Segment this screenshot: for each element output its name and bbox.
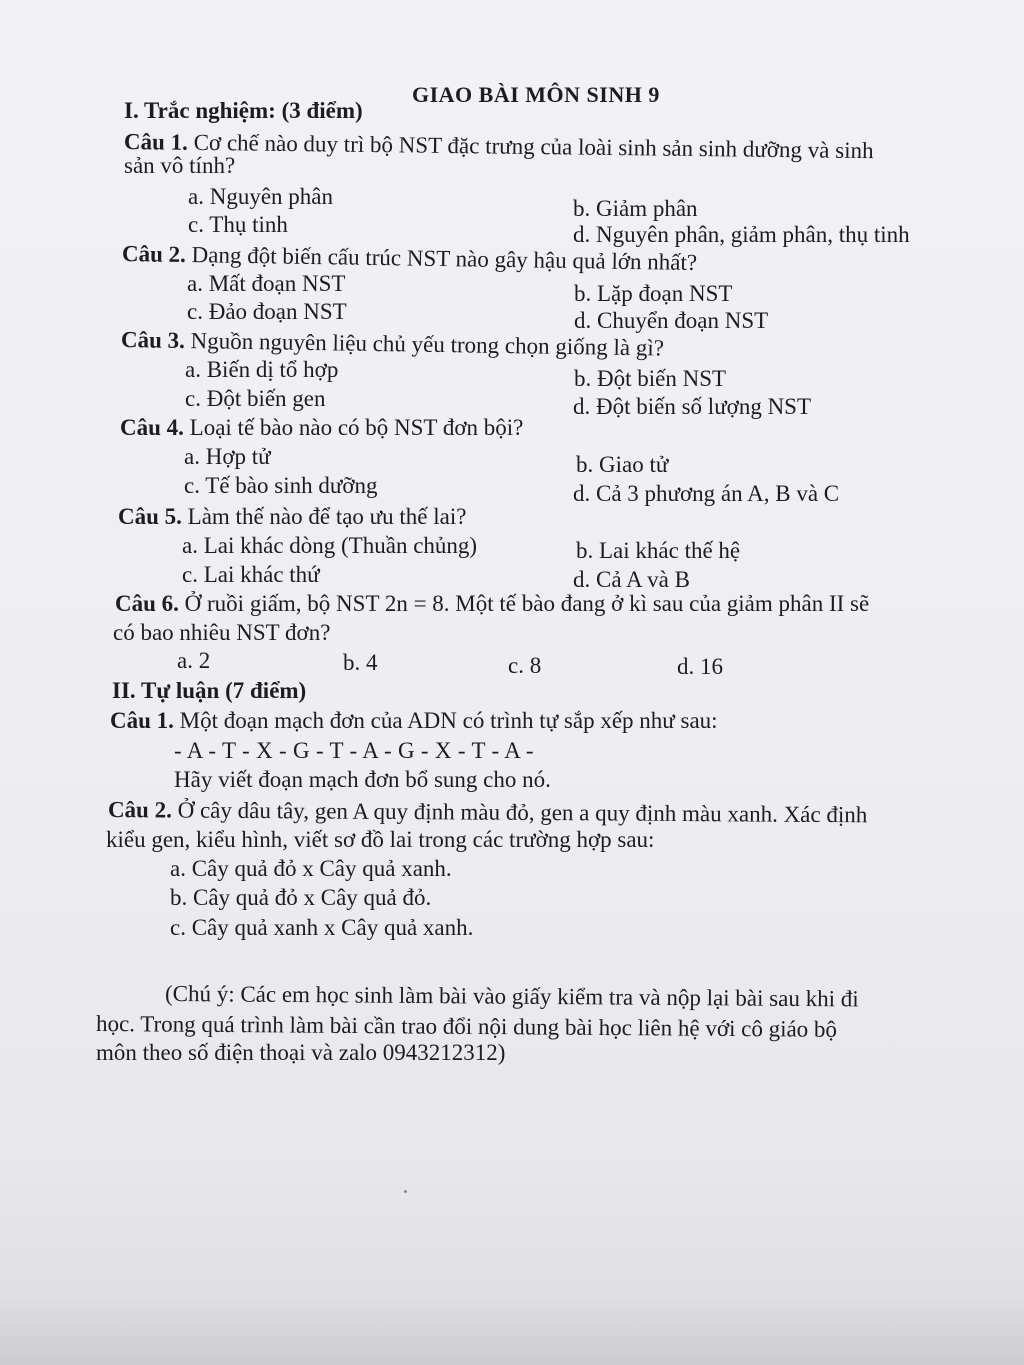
question-1 [124,128,874,165]
question-4-text: Loại tế bào nào có bộ NST đơn bội? [189,415,524,440]
question-4-option-d: d. Cả 3 phương án A, B và C [573,481,840,506]
essay-question-2-label: Câu 2. [107,797,172,823]
essay-question-2-case-c: c. Cây quả xanh x Cây quả xanh. [170,915,474,940]
question-5-option-d: d. Cả A và B [573,567,690,592]
essay-question-2 [108,796,867,829]
part1-heading: I. Trắc nghiệm: (3 điểm) [124,98,363,123]
question-6-option-a: a. 2 [177,648,211,673]
question-1-text-cont: sản vô tính? [124,153,236,178]
question-1-text: Cơ chế nào duy trì bộ NST đặc trưng của loài sinh sản sinh dưỡng và sinh [193,129,874,164]
essay-question-2-text: Ở cây dâu tây, gen A quy định màu đỏ, gen a quy định màu xanh. Xác định [177,797,868,828]
note-line-3: môn theo số điện thoại và zalo 0943212312) [96,1040,506,1065]
question-2-option-b: b. Lặp đoạn NST [574,281,733,306]
question-5-option-a: a. Lai khác dòng (Thuần chủng) [182,533,478,558]
question-6-option-c: c. 8 [508,653,542,678]
question-2-option-a: a. Mất đoạn NST [187,271,346,296]
question-1-label: Câu 1. [123,129,189,155]
question-1-option-c: c. Thụ tinh [188,212,288,237]
question-2-option-c: c. Đảo đoạn NST [187,299,347,324]
question-2-label: Câu 2. [121,241,187,268]
question-5-option-c: c. Lai khác thứ [182,562,320,587]
question-5-option-b: b. Lai khác thế hệ [576,538,741,563]
essay-question-1-text: Một đoạn mạch đơn của ADN có trình tự sắp xếp như sau: [179,708,718,733]
question-3-option-b: b. Đột biến NST [574,366,727,391]
question-1-option-b: b. Giảm phân [573,196,698,221]
question-4-option-a: a. Hợp tử [184,444,271,469]
essay-question-1-task: Hãy viết đoạn mạch đơn bổ sung cho nó. [174,767,551,792]
note-line-2: học. Trong quá trình làm bài cần trao đổi nội dung bài học liên hệ với cô giáo bộ [95,1011,838,1042]
question-6 [115,590,869,618]
question-3-option-c: c. Đột biến gen [185,386,326,411]
question-3-label: Câu 3. [120,327,186,354]
question-3-text: Nguồn nguyên liệu chủ yếu trong chọn giống là gì? [190,328,665,361]
page-title: GIAO BÀI MÔN SINH 9 [412,82,660,107]
question-1-option-d: d. Nguyên phân, giảm phân, thụ tinh [573,222,910,247]
question-2-text: Dạng đột biến cấu trúc NST nào gây hậu quả lớn nhất? [191,242,698,276]
question-3-option-d: d. Đột biến số lượng NST [573,394,812,419]
question-5-text: Làm thế nào để tạo ưu thế lai? [187,504,467,529]
question-4-option-c: c. Tế bào sinh dưỡng [184,473,378,498]
question-6-label: Câu 6. [115,591,179,616]
essay-question-1-label: Câu 1. [110,708,174,733]
question-5-label: Câu 5. [118,504,182,529]
question-6-option-b: b. 4 [343,650,378,675]
question-6-text: Ở ruồi giấm, bộ NST 2n = 8. Một tế bào đang ở kì sau của giảm phân II sẽ [184,591,870,616]
part2-heading: II. Tự luận (7 điểm) [112,678,307,703]
essay-question-2-case-b: b. Cây quả đỏ x Cây quả đỏ. [170,885,432,910]
question-2-option-d: d. Chuyển đoạn NST [574,308,769,333]
question-6-text-cont: có bao nhiêu NST đơn? [113,620,331,645]
question-1-option-a: a. Nguyên phân [188,184,333,209]
essay-question-1 [110,707,718,735]
paper-shadow [0,1295,1024,1365]
note-line-1: (Chú ý: Các em học sinh làm bài vào giấy kiểm tra và nộp lại bài sau khi đi [164,981,859,1012]
question-6-option-d: d. 16 [677,654,723,679]
question-4-label: Câu 4. [120,415,184,440]
paper-speck [404,1190,407,1193]
question-3-option-a: a. Biến dị tổ hợp [185,357,339,382]
question-4-option-b: b. Giao tử [576,452,669,477]
question-5 [118,503,466,531]
question-4 [120,414,523,442]
dna-sequence: - A - T - X - G - T - A - G - X - T - A - [174,738,534,763]
essay-question-2-text-cont: kiểu gen, kiểu hình, viết sơ đồ lai trong các trường hợp sau: [106,827,655,852]
essay-question-2-case-a: a. Cây quả đỏ x Cây quả xanh. [170,856,452,881]
